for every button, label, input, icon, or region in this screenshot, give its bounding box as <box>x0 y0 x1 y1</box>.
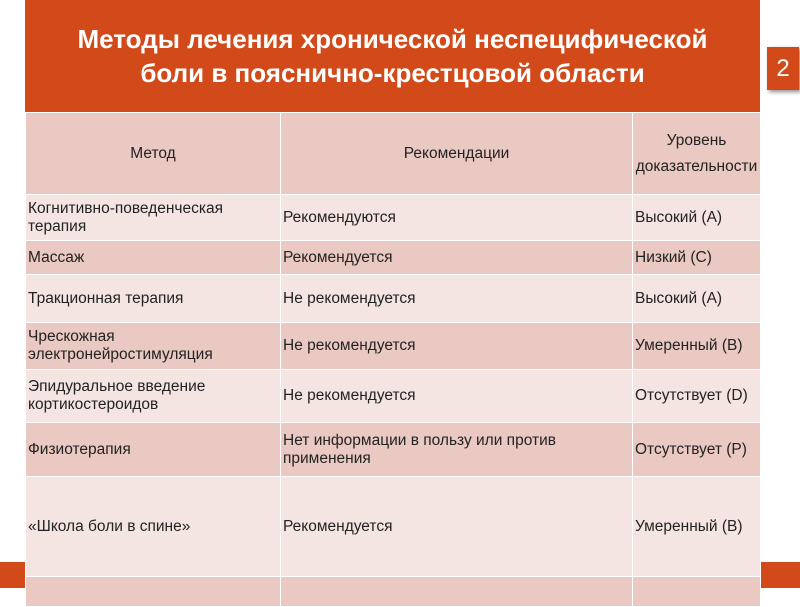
table-row-empty <box>26 577 761 607</box>
cell-method: Физиотерапия <box>26 423 281 477</box>
cell-recommendation: Не рекомендуется <box>281 370 633 423</box>
cell-recommendation: Не рекомендуется <box>281 275 633 323</box>
slide-title: Методы лечения хронической неспецифической боли в пояснично-крестцовой области <box>25 0 760 112</box>
cell-evidence-level: Высокий (А) <box>633 275 761 323</box>
cell-evidence-level: Низкий (С) <box>633 241 761 275</box>
cell-method: Массаж <box>26 241 281 275</box>
header-method: Метод <box>26 113 281 195</box>
cell-method: Тракционная терапия <box>26 275 281 323</box>
cell-evidence-level <box>633 577 761 607</box>
table-row <box>26 241 761 275</box>
table-header-row <box>26 113 761 195</box>
cell-method: Эпидуральное введение кортикостероидов <box>26 370 281 423</box>
table-row <box>26 477 761 577</box>
cell-recommendation: Рекомендуется <box>281 477 633 577</box>
cell-evidence-level: Умеренный (В) <box>633 323 761 370</box>
table-row <box>26 275 761 323</box>
cell-recommendation: Рекомендуется <box>281 241 633 275</box>
cell-evidence-level: Высокий (А) <box>633 195 761 241</box>
treatment-methods-table <box>25 112 761 607</box>
cell-evidence-level: Отсутствует (D) <box>633 370 761 423</box>
cell-method: «Школа боли в спине» <box>26 477 281 577</box>
header-recommendations: Рекомендации <box>281 113 633 195</box>
cell-evidence-level: Отсутствует (Р) <box>633 423 761 477</box>
cell-method <box>26 577 281 607</box>
table-row <box>26 323 761 370</box>
cell-method: Когнитивно-поведенческая терапия <box>26 195 281 241</box>
table-row <box>26 423 761 477</box>
cell-recommendation: Не рекомендуется <box>281 323 633 370</box>
slide-number-badge: 2 <box>767 47 799 90</box>
cell-recommendation: Рекомендуются <box>281 195 633 241</box>
cell-evidence-level: Умеренный (В) <box>633 477 761 577</box>
cell-recommendation: Нет информации в пользу или против применения <box>281 423 633 477</box>
cell-method: Чрескожная электронейростимуляция <box>26 323 281 370</box>
cell-recommendation <box>281 577 633 607</box>
header-evidence-level: Уровень доказательности <box>633 113 761 195</box>
table-row <box>26 370 761 423</box>
table-row <box>26 195 761 241</box>
